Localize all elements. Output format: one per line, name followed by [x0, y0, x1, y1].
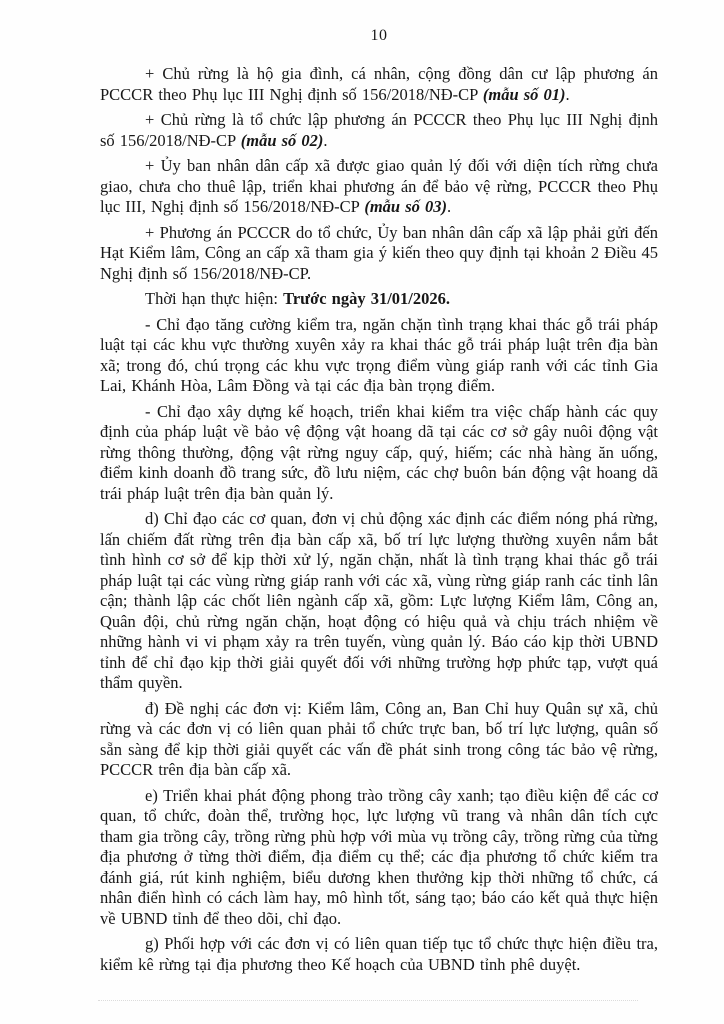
paragraph: [100, 786, 658, 930]
text-segment: .: [323, 130, 328, 150]
text-segment: (mẫu số 01): [482, 84, 566, 104]
text-segment: d) Chỉ đạo các cơ quan, đơn vị chủ động xác định các điểm nóng phá rừng, lấn chiếm đất rừng trên địa bàn cấp xã, bố trí lực lượng thường xuyên nắm bắt tình hình cơ sở để kịp thời xử lý, ngăn chặn, nhất là tình trạng khai thác gỗ trái pháp luật tại các vùng rừng giáp ranh với các xã, vùng rừng giáp ranh các tỉnh lân cận; thành lập các chốt liên ngành cấp xã, gồm: Lực lượng Kiểm lâm, Công an, Quân đội, chủ rừng ngăn chặn, hoạt động có hiệu quả và chịu trách nhiệm về những hành vi vi phạm xảy ra trên tuyến, vùng quản lý. Báo cáo kịp thời UBND tỉnh để chỉ đạo kịp thời giải quyết đối với những trường hợp phức tạp, vượt quá thẩm quyền.: [100, 509, 658, 692]
text-segment: - Chỉ đạo xây dựng kế hoạch, triển khai kiểm tra việc chấp hành các quy định của pháp luật về bảo vệ động vật hoang dã tại các cơ sở gây nuôi động vật rừng thông thường, động vật rừng nguy cấp, quý, hiếm; các nhà hàng ăn uống, điểm kinh doanh đồ trang sức, đồ lưu niệm, các chợ buôn bán động vật hoang dã trái pháp luật trên địa bàn quản lý.: [100, 401, 658, 503]
text-segment: (mẫu số 03): [364, 197, 448, 216]
text-segment: + Chủ rừng là hộ gia đình, cá nhân, cộng đồng dân cư lập phương án PCCCR theo Phụ lục III Nghị định số 156/2018/NĐ-CP: [100, 64, 658, 104]
paragraph: [100, 156, 658, 218]
paragraph: [100, 289, 658, 310]
text-segment: e) Triển khai phát động phong trào trồng cây xanh; tạo điều kiện để các cơ quan, tổ chức, đoàn thể, trường học, lực lượng vũ trang và nhân dân tích cực tham gia trồng cây, trồng rừng phù hợp với mùa vụ trồng cây, trồng rừng của từng địa phương ở từng thời điểm, địa điểm cụ thể; các địa phương tổ chức kiểm tra đánh giá, rút kinh nghiệm, biểu dương khen thưởng kịp thời những tổ chức, cá nhân điển hình có cách làm hay, mô hình tốt, sáng tạo; báo cáo kết quả thực hiện về UBND tỉnh để theo dõi, chỉ đạo.: [100, 785, 658, 928]
paragraph: [100, 110, 658, 151]
text-segment: đ) Đề nghị các đơn vị: Kiểm lâm, Công an, Ban Chỉ huy Quân sự xã, chủ rừng và các đơn vị có liên quan phải tổ chức trực ban, bố trí lực lượng, quân số sẵn sàng để kịp thời giải quyết các vấn đề phát sinh trong công tác bảo vệ rừng, PCCCR trên địa bàn cấp xã.: [100, 698, 658, 779]
page-number: 10: [370, 27, 388, 44]
document-content: [100, 26, 658, 980]
text-segment: + Phương án PCCCR do tổ chức, Ủy ban nhân dân cấp xã lập phải gửi đến Hạt Kiểm lâm, Công an cấp xã tham gia ý kiến theo quy định tại khoản 2 Điều 45 Nghị định số 156/2018/NĐ-CP.: [100, 222, 658, 283]
paragraph: [100, 64, 658, 105]
paragraph: [100, 699, 658, 781]
text-segment: (mẫu số 02): [240, 130, 324, 150]
document-body: [100, 64, 658, 975]
paragraph: [100, 223, 658, 285]
paragraph: [100, 315, 658, 397]
scan-artifact-line: [98, 1000, 638, 1001]
text-segment: Thời hạn thực hiện:: [145, 289, 284, 308]
text-segment: + Ủy ban nhân dân cấp xã được giao quản lý đối với diện tích rừng chưa giao, chưa cho thuê lập, triển khai phương án để bảo vệ rừng, PCCCR theo Phụ lục III, Nghị định số 156/2018/NĐ-CP: [100, 156, 658, 216]
text-segment: + Chủ rừng là tổ chức lập phương án PCCCR theo Phụ lục III Nghị định số 156/2018/NĐ-CP: [100, 110, 658, 150]
text-segment: g) Phối hợp với các đơn vị có liên quan tiếp tục tổ chức thực hiện điều tra, kiểm kê rừng tại địa phương theo Kế hoạch của UBND tỉnh phê duyệt.: [100, 934, 658, 974]
paragraph: [100, 402, 658, 505]
text-segment: - Chỉ đạo tăng cường kiểm tra, ngăn chặn tình trạng khai thác gỗ trái pháp luật tại các khu vực thường xuyên xảy ra khai thác gỗ trái pháp luật trên địa bàn xã; trong đó, chú trọng các khu vực trọng điểm vùng giáp ranh với các tỉnh Gia Lai, Khánh Hòa, Lâm Đồng và tại các địa bàn trọng điểm.: [100, 314, 658, 395]
text-segment: Trước ngày 31/01/2026.: [283, 289, 450, 308]
paragraph: [100, 509, 658, 694]
paragraph: [100, 934, 658, 975]
text-segment: .: [565, 84, 570, 104]
text-segment: .: [447, 197, 452, 216]
